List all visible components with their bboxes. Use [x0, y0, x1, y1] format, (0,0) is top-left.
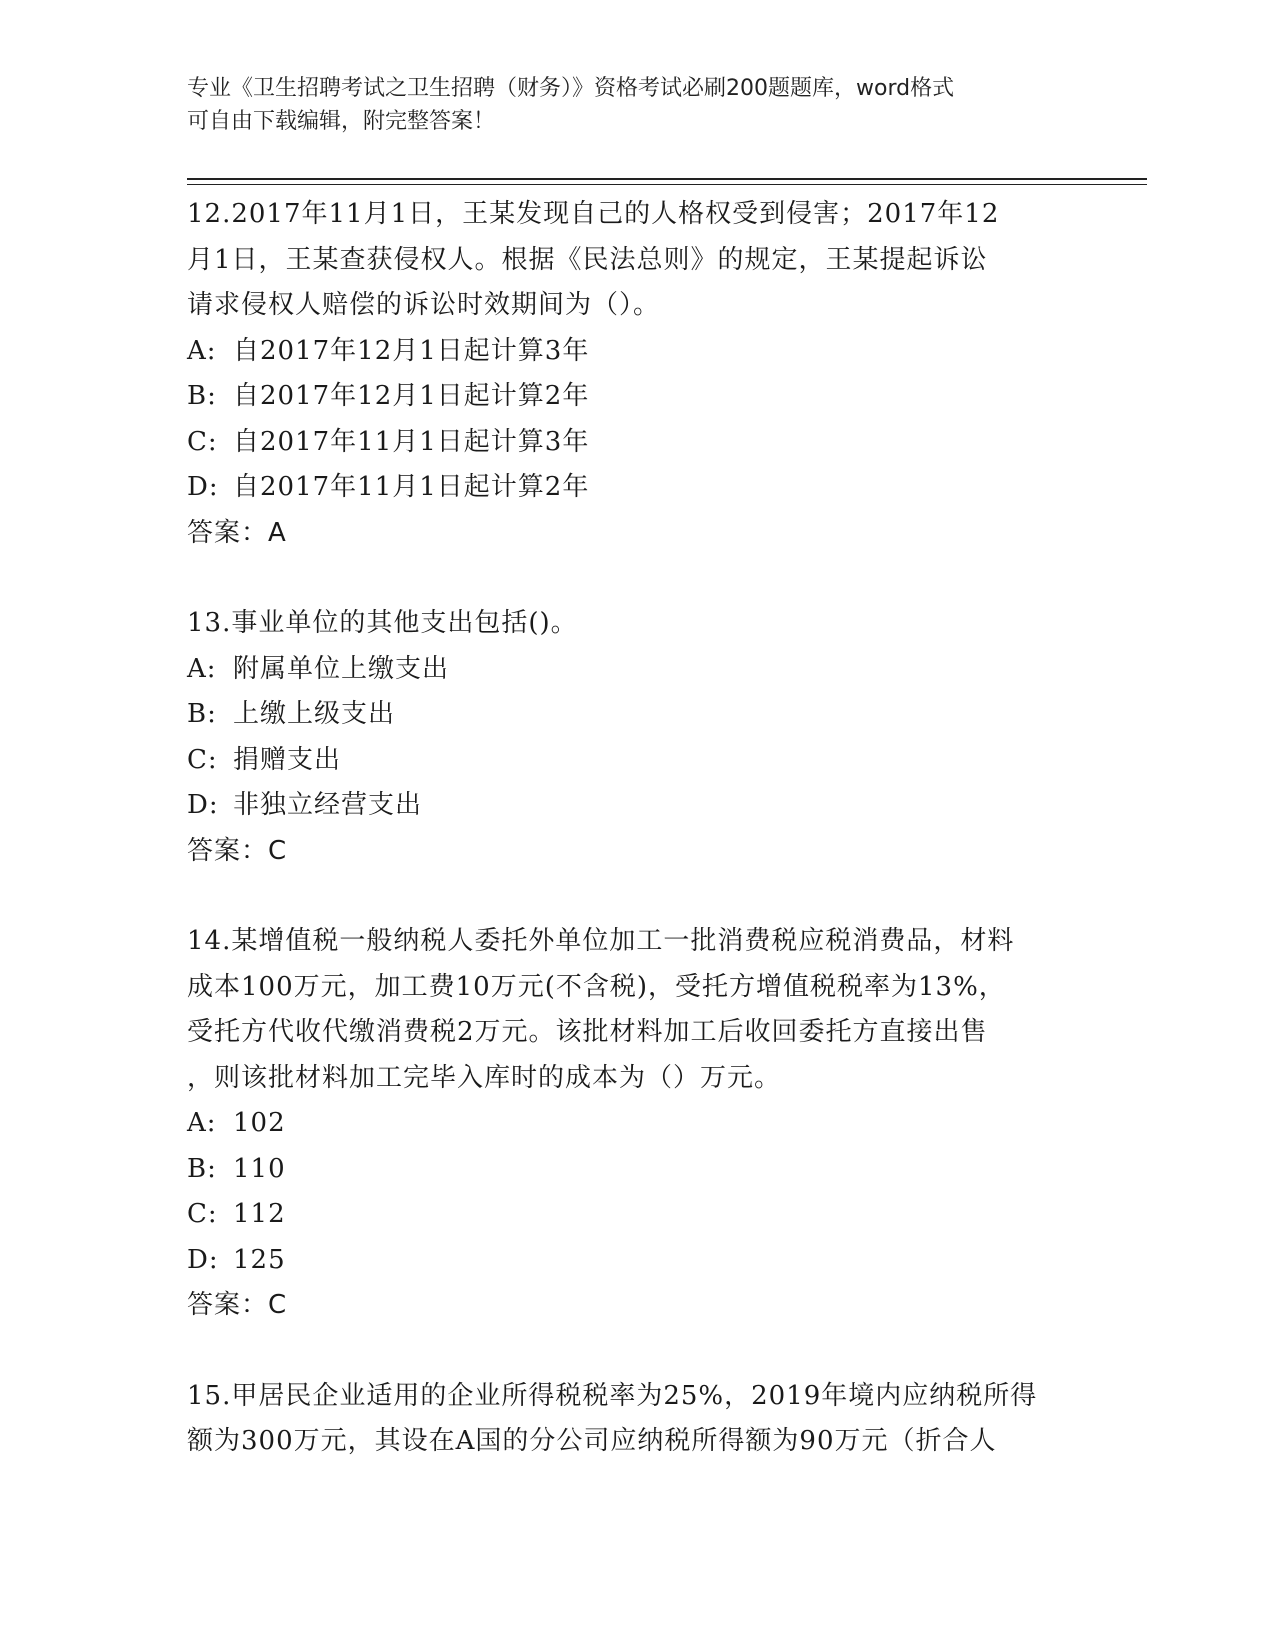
option-d — [187, 783, 1087, 829]
option-b — [187, 374, 1087, 420]
question-line: 12.2017年11月1日，王某发现自己的人格权受到侵害；2017年12 — [187, 199, 1000, 229]
option-letter: B: — [187, 381, 217, 411]
question-line: 14.某增值税一般纳税人委托外单位加工一批消费税应税消费品，材料 — [187, 926, 1015, 956]
option-text: 捐赠支出 — [233, 744, 342, 775]
option-c — [187, 420, 1087, 466]
question-line: ，则该批材料加工完毕入库时的成本为（）万元。 — [187, 1062, 782, 1093]
option-letter: C: — [187, 744, 218, 775]
question-line: 请求侵权人赔偿的诉讼时效期间为（）。 — [187, 290, 661, 320]
question-line: 受托方代收代缴消费税2万元。该批材料加工后收回委托方直接出售 — [187, 1017, 988, 1047]
option-text: 非独立经营支出 — [233, 790, 423, 820]
question-line: 13.事业单位的其他支出包括()。 — [187, 608, 578, 638]
question-block — [187, 601, 1087, 874]
option-b — [187, 1147, 1087, 1193]
question-line: 15.甲居民企业适用的企业所得税税率为25%，2019年境内应纳税所得 — [187, 1380, 1038, 1411]
header-line-1: 专业《卫生招聘考试之卫生招聘（财务）》资格考试必刷200题题库，word格式 — [187, 76, 955, 101]
option-b — [187, 692, 1087, 738]
option-text: 110 — [233, 1153, 286, 1184]
option-a — [187, 647, 1087, 693]
question-list — [187, 192, 1087, 1465]
option-text: 自2017年12月1日起计算2年 — [233, 381, 590, 411]
option-d — [187, 1238, 1087, 1284]
option-letter: C: — [187, 426, 218, 457]
option-letter: A: — [187, 335, 217, 366]
option-text: 自2017年11月1日起计算2年 — [233, 472, 590, 502]
option-letter: C: — [187, 1199, 218, 1229]
question-line: 成本100万元，加工费10万元(不含税)，受托方增值税税率为13%， — [187, 971, 1006, 1002]
header-rule-thick — [187, 178, 1147, 180]
option-d — [187, 465, 1087, 511]
option-letter: B: — [187, 1153, 217, 1184]
option-c — [187, 738, 1087, 784]
document-header — [187, 72, 1067, 138]
answer-line: 答案：C — [187, 1290, 288, 1320]
option-letter: A: — [187, 653, 217, 684]
option-text: 112 — [233, 1199, 286, 1229]
option-a — [187, 1101, 1087, 1147]
question-block — [187, 919, 1087, 1329]
question-block — [187, 1374, 1087, 1465]
answer-line: 答案：C — [187, 835, 288, 866]
question-line: 额为300万元，其设在A国的分公司应纳税所得额为90万元（折合人 — [187, 1426, 997, 1456]
option-letter: D: — [187, 790, 219, 820]
option-text: 附属单位上缴支出 — [233, 653, 450, 684]
option-letter: D: — [187, 472, 219, 502]
option-letter: A: — [187, 1108, 217, 1138]
header-line-2: 可自由下载编辑，附完整答案！ — [187, 109, 496, 134]
option-text: 自2017年11月1日起计算3年 — [233, 426, 590, 457]
question-block — [187, 192, 1087, 556]
option-text: 自2017年12月1日起计算3年 — [233, 335, 590, 366]
option-c — [187, 1192, 1087, 1238]
option-letter: D: — [187, 1244, 219, 1275]
option-text: 上缴上级支出 — [233, 699, 396, 729]
option-text: 125 — [233, 1244, 286, 1275]
option-letter: B: — [187, 699, 217, 729]
header-rule-thin — [187, 184, 1147, 185]
option-text: 102 — [233, 1108, 286, 1138]
question-line: 月1日，王某查获侵权人。根据《民法总则》的规定，王某提起诉讼 — [187, 244, 988, 275]
option-a — [187, 329, 1087, 375]
answer-line: 答案：A — [187, 517, 287, 548]
